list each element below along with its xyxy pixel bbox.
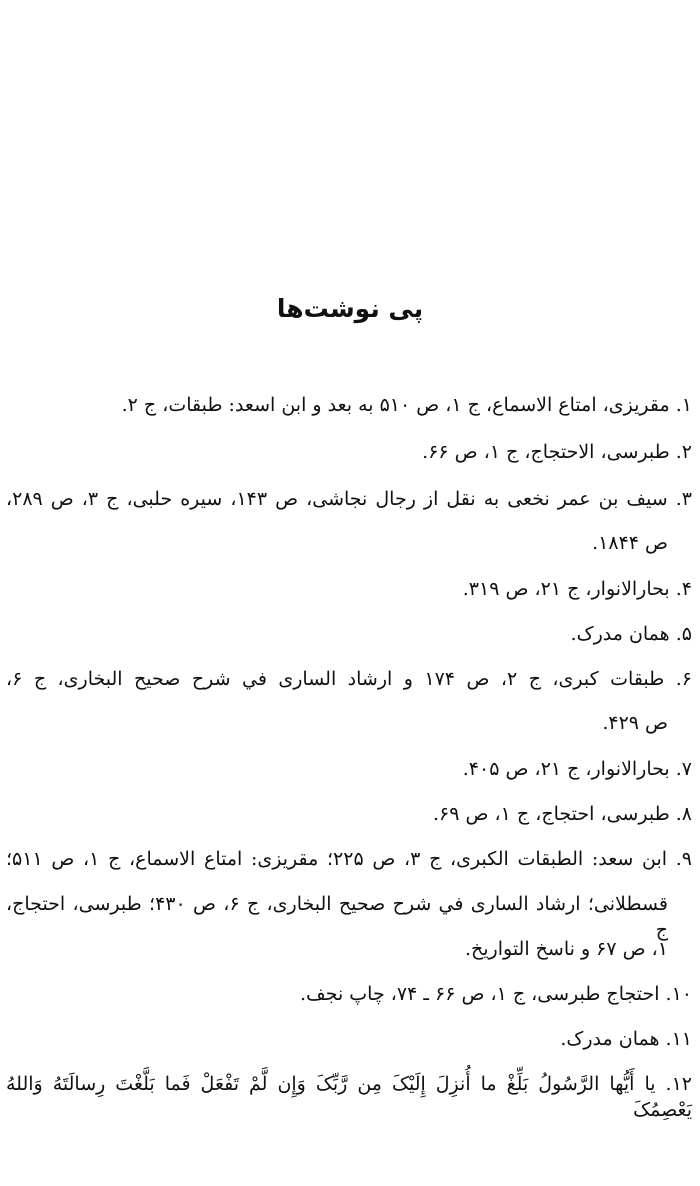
footnote-8: ۸. طبرسی، احتجاج، ج ۱، ص ۶۹.: [433, 803, 692, 825]
footnote-12: ۱۲. یا أَیُّها الرَّسُولُ بَلِّغْ ما أُنزِلَ إِلَیْکَ مِن رَّبِّکَ وَإِن لَّمْ تَفْعَلْ فَما بَلَّغْتَ رِسالَتَهُ وَاللهُ یَعْصِمُکَ: [6, 1073, 692, 1121]
footnote-6: ۶. طبقات کبری، ج ۲، ص ۱۷۴ و ارشاد الساری في شرح صحیح البخاری، ج ۶،: [6, 668, 692, 690]
footnote-5: ۵. همان مدرک.: [570, 623, 692, 645]
footnote-7: ۷. بحارالانوار، ج ۲۱، ص ۴۰۵.: [462, 758, 692, 780]
footnote-9-continued: قسطلانی؛ ارشاد الساری في شرح صحیح البخاری، ج ۶، ص ۴۳۰؛ طبرسی، احتجاج، ج: [6, 893, 668, 941]
footnote-11: ۱۱. همان مدرک.: [560, 1028, 692, 1050]
footnote-1: ۱. مقریزی، امتاع الاسماع، ج ۱، ص ۵۱۰ به بعد و ابن اسعد: طبقات، ج ۲.: [121, 394, 692, 416]
page-title: پی نوشت‌ها: [276, 294, 424, 323]
footnote-2: ۲. طبرسی، الاحتجاج، ج ۱، ص ۶۶.: [422, 441, 692, 463]
footnote-10: ۱۰. احتجاج طبرسی، ج ۱، ص ۶۶ ـ ۷۴، چاپ نجف.: [300, 983, 692, 1005]
footnote-3-continued: ص ۱۸۴۴.: [592, 532, 668, 554]
footnote-9-continued-2: ۱، ص ۶۷ و ناسخ التواریخ.: [464, 938, 668, 960]
footnote-4: ۴. بحارالانوار، ج ۲۱، ص ۳۱۹.: [462, 578, 692, 600]
footnote-3: ۳. سیف بن عمر نخعی به نقل از رجال نجاشی، ص ۱۴۳، سیره حلبی، ج ۳، ص ۲۸۹،: [6, 488, 692, 510]
footnote-9: ۹. ابن سعد: الطبقات الکبری، ج ۳، ص ۲۲۵؛ مقریزی: امتاع الاسماع، ج ۱، ص ۵۱۱؛: [6, 848, 692, 870]
footnote-6-continued: ص ۴۲۹.: [602, 712, 668, 734]
